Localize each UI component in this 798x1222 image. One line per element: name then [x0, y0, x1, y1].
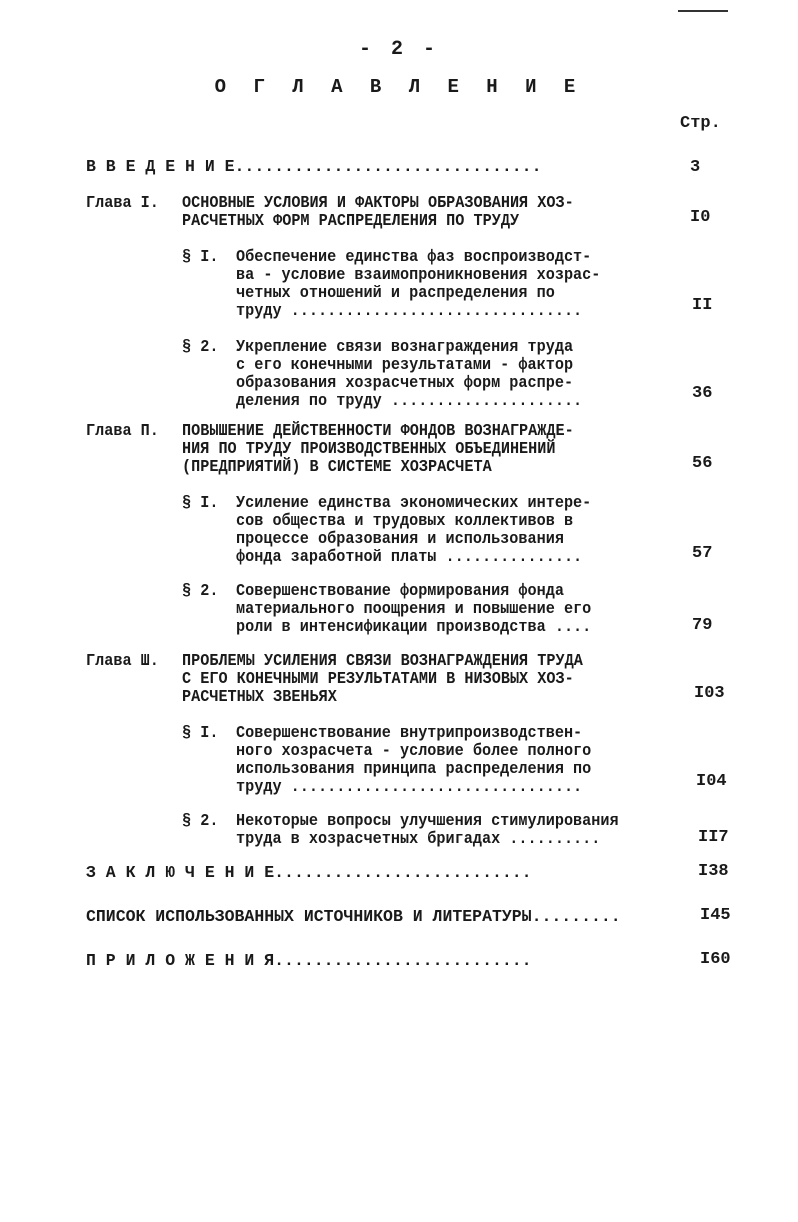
- entry-line: Усиление единства экономических интере-: [236, 493, 592, 512]
- toc-entry-ch1-s1[interactable]: [236, 248, 632, 320]
- toc-entry-ch2-s1[interactable]: [236, 494, 622, 566]
- entry-line: труду ................................: [236, 777, 583, 796]
- entry-line: процессе образования и использования: [236, 529, 564, 548]
- toc-entry-ch3-s1[interactable]: [236, 724, 622, 796]
- entry-line: Некоторые вопросы улучшения стимулирования: [236, 811, 619, 830]
- entry-label: П Р И Л О Ж Е Н И Я: [86, 951, 275, 970]
- chapter-prefix: Глава П.: [86, 421, 159, 440]
- entry-line: ПРОБЛЕМЫ УСИЛЕНИЯ СВЯЗИ ВОЗНАГРАЖДЕНИЯ ТРУДА: [182, 651, 583, 670]
- entry-dots: ...............................: [234, 157, 542, 176]
- entry-line: РАСЧЕТНЫХ ЗВЕНЬЯХ: [182, 687, 337, 706]
- toc-entry-chapter-3[interactable]: [182, 652, 618, 706]
- entry-page: 36: [692, 384, 713, 403]
- page-column-label: Стр.: [680, 114, 721, 133]
- section-prefix: § I.: [182, 493, 219, 512]
- toc-entry-chapter-2[interactable]: [182, 422, 608, 476]
- entry-page: I03: [694, 684, 725, 703]
- entry-line: деления по труду .....................: [236, 391, 583, 410]
- entry-line: роли в интенсификации производства ....: [236, 617, 592, 636]
- entry-line: четных отношений и распределения по: [236, 283, 555, 302]
- entry-line: Укрепление связи вознаграждения труда: [236, 337, 574, 356]
- section-prefix: § 2.: [182, 811, 219, 830]
- entry-line: ва - условие взаимопроникновения хозрас-: [236, 265, 601, 284]
- toc-entry-ch2-s2[interactable]: [236, 582, 622, 636]
- entry-page: 3: [690, 158, 701, 177]
- toc-entry-ch1-s2[interactable]: [236, 338, 612, 410]
- toc-entry-conclusion[interactable]: [86, 864, 532, 882]
- entry-page: II7: [698, 828, 729, 847]
- entry-line: материального поощрения и повышение его: [236, 599, 592, 618]
- section-prefix: § 2.: [182, 337, 219, 356]
- entry-page: 57: [692, 544, 713, 563]
- entry-page: 56: [692, 454, 713, 473]
- entry-dots: ..........................: [274, 951, 532, 970]
- section-prefix: § I.: [182, 247, 219, 266]
- entry-line: РАСЧЕТНЫХ ФОРМ РАСПРЕДЕЛЕНИЯ ПО ТРУДУ: [182, 211, 520, 230]
- entry-line: сов общества и трудовых коллективов в: [236, 511, 574, 530]
- entry-line: использования принципа распределения по: [236, 759, 592, 778]
- toc-entry-chapter-1[interactable]: [182, 194, 608, 230]
- entry-line: образования хозрасчетных форм распре-: [236, 373, 574, 392]
- section-prefix: § 2.: [182, 581, 219, 600]
- entry-page: I0: [690, 208, 711, 227]
- entry-label: В В Е Д Е Н И Е: [86, 157, 235, 176]
- entry-line: Совершенствование внутрипроизводствен-: [236, 723, 583, 742]
- entry-line: Обеспечение единства фаз воспроизводст-: [236, 247, 592, 266]
- entry-page: I04: [696, 772, 727, 791]
- chapter-prefix: Глава Ш.: [86, 651, 159, 670]
- entry-line: (ПРЕДПРИЯТИЙ) В СИСТЕМЕ ХОЗРАСЧЕТА: [182, 457, 492, 476]
- entry-line: фонда заработной платы ...............: [236, 547, 583, 566]
- chapter-prefix: Глава I.: [86, 193, 159, 212]
- entry-dots: ..........................: [274, 863, 532, 882]
- entry-line: Совершенствование формирования фонда: [236, 581, 564, 600]
- entry-dots: .........: [531, 907, 621, 926]
- entry-page: 79: [692, 616, 713, 635]
- entry-line: труда в хозрасчетных бригадах ..........: [236, 829, 601, 848]
- page-title: О Г Л А В Л Е Н И Е: [214, 76, 584, 98]
- entry-page: II: [692, 296, 713, 315]
- entry-page: I45: [700, 906, 731, 925]
- entry-line: с его конечными результатами - фактор: [236, 355, 574, 374]
- entry-line: труду ................................: [236, 301, 583, 320]
- toc-entry-intro[interactable]: [86, 158, 541, 176]
- toc-entry-ch3-s2[interactable]: [236, 812, 652, 848]
- entry-page: I38: [698, 862, 729, 881]
- section-prefix: § I.: [182, 723, 219, 742]
- page-number: - 2 -: [358, 38, 439, 61]
- entry-line: ОСНОВНЫЕ УСЛОВИЯ И ФАКТОРЫ ОБРАЗОВАНИЯ ХОЗ-: [182, 193, 574, 212]
- toc-entry-appendix[interactable]: [86, 952, 532, 970]
- entry-line: ного хозрасчета - условие более полного: [236, 741, 592, 760]
- entry-label: З А К Л Ю Ч Е Н И Е: [86, 863, 275, 882]
- entry-label: СПИСОК ИСПОЛЬЗОВАННЫХ ИСТОЧНИКОВ И ЛИТЕРАТУРЫ: [86, 907, 532, 926]
- entry-line: НИЯ ПО ТРУДУ ПРОИЗВОДСТВЕННЫХ ОБЪЕДИНЕНИЙ: [182, 439, 556, 458]
- entry-page: I60: [700, 950, 731, 969]
- entry-line: ПОВЫШЕНИЕ ДЕЙСТВЕННОСТИ ФОНДОВ ВОЗНАГРАЖДЕ-: [182, 421, 574, 440]
- top-rule: [678, 10, 728, 12]
- entry-line: С ЕГО КОНЕЧНЫМИ РЕЗУЛЬТАТАМИ В НИЗОВЫХ ХОЗ-: [182, 669, 574, 688]
- toc-entry-sources[interactable]: [86, 908, 621, 926]
